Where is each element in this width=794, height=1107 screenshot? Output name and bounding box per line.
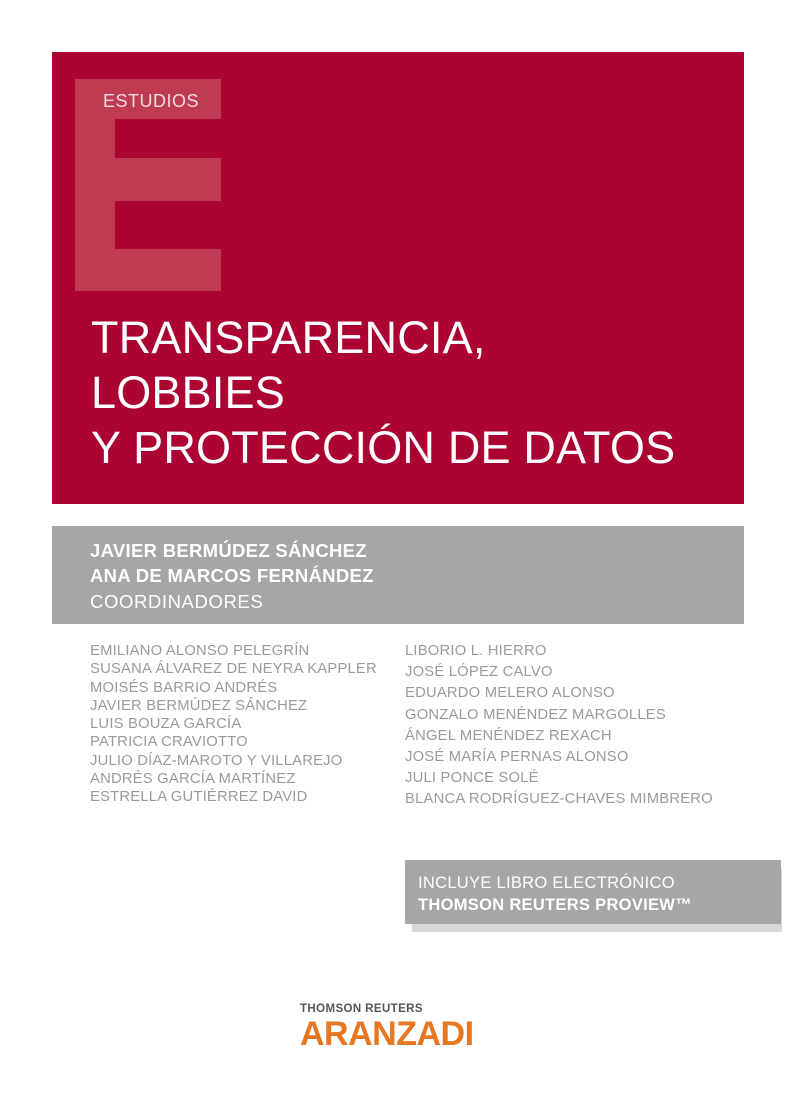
- publisher-name: ARANZADI: [300, 1015, 474, 1053]
- coordinator-name: ANA DE MARCOS FERNÁNDEZ: [90, 565, 374, 586]
- author-name: MOISÉS BARRIO ANDRÉS: [90, 679, 278, 696]
- author-name: JULI PONCE SOLÉ: [405, 770, 539, 787]
- author-name: ÁNGEL MENÉNDEZ REXACH: [405, 727, 612, 744]
- author-name: JAVIER BERMÚDEZ SÁNCHEZ: [90, 697, 308, 714]
- authors-list-right: [405, 641, 713, 811]
- series-label: ESTUDIOS: [103, 91, 200, 111]
- author-name: SUSANA ÁLVAREZ DE NEYRA KAPPLER: [90, 661, 377, 678]
- ebook-proview-label: THOMSON REUTERS PROVIEW™: [418, 896, 692, 914]
- coordinator-name: JAVIER BERMÚDEZ SÁNCHEZ: [90, 540, 367, 561]
- ebook-badge: [405, 860, 781, 924]
- author-name: LUIS BOUZA GARCÍA: [90, 716, 242, 733]
- author-name: LIBORIO L. HIERRO: [405, 643, 547, 659]
- author-name: EDUARDO MELERO ALONSO: [405, 685, 615, 702]
- coordinators-band: [52, 526, 744, 624]
- author-name: JOSÉ LÓPEZ CALVO: [405, 664, 553, 681]
- author-name: JULIO DÍAZ-MAROTO Y VILLAREJO: [90, 752, 343, 769]
- author-name: ANDRÉS GARCÍA MARTÍNEZ: [90, 771, 296, 788]
- authors-list-left: [90, 642, 377, 807]
- author-name: PATRICIA CRAVIOTTO: [90, 734, 248, 751]
- author-name: EMILIANO ALONSO PELEGRÍN: [90, 643, 310, 659]
- publisher-parent: THOMSON REUTERS: [300, 1003, 423, 1015]
- ebook-line: INCLUYE LIBRO ELECTRÓNICO: [418, 874, 675, 892]
- coordinators-role: COORDINADORES: [90, 591, 264, 612]
- author-name: JOSÉ MARÍA PERNAS ALONSO: [405, 748, 629, 765]
- cover-title-block: [52, 52, 744, 504]
- title-line: Y PROTECCIÓN DE DATOS: [91, 422, 676, 473]
- publisher-logo: [300, 1003, 500, 1051]
- author-name: BLANCA RODRÍGUEZ-CHAVES MIMBRERO: [405, 791, 713, 808]
- author-name: GONZALO MENÉNDEZ MARGOLLES: [405, 706, 666, 723]
- title-line: TRANSPARENCIA,: [91, 312, 486, 363]
- title-line: LOBBIES: [91, 367, 285, 418]
- book-title: [91, 310, 675, 475]
- author-name: ESTRELLA GUTIÉRREZ DAVID: [90, 789, 308, 806]
